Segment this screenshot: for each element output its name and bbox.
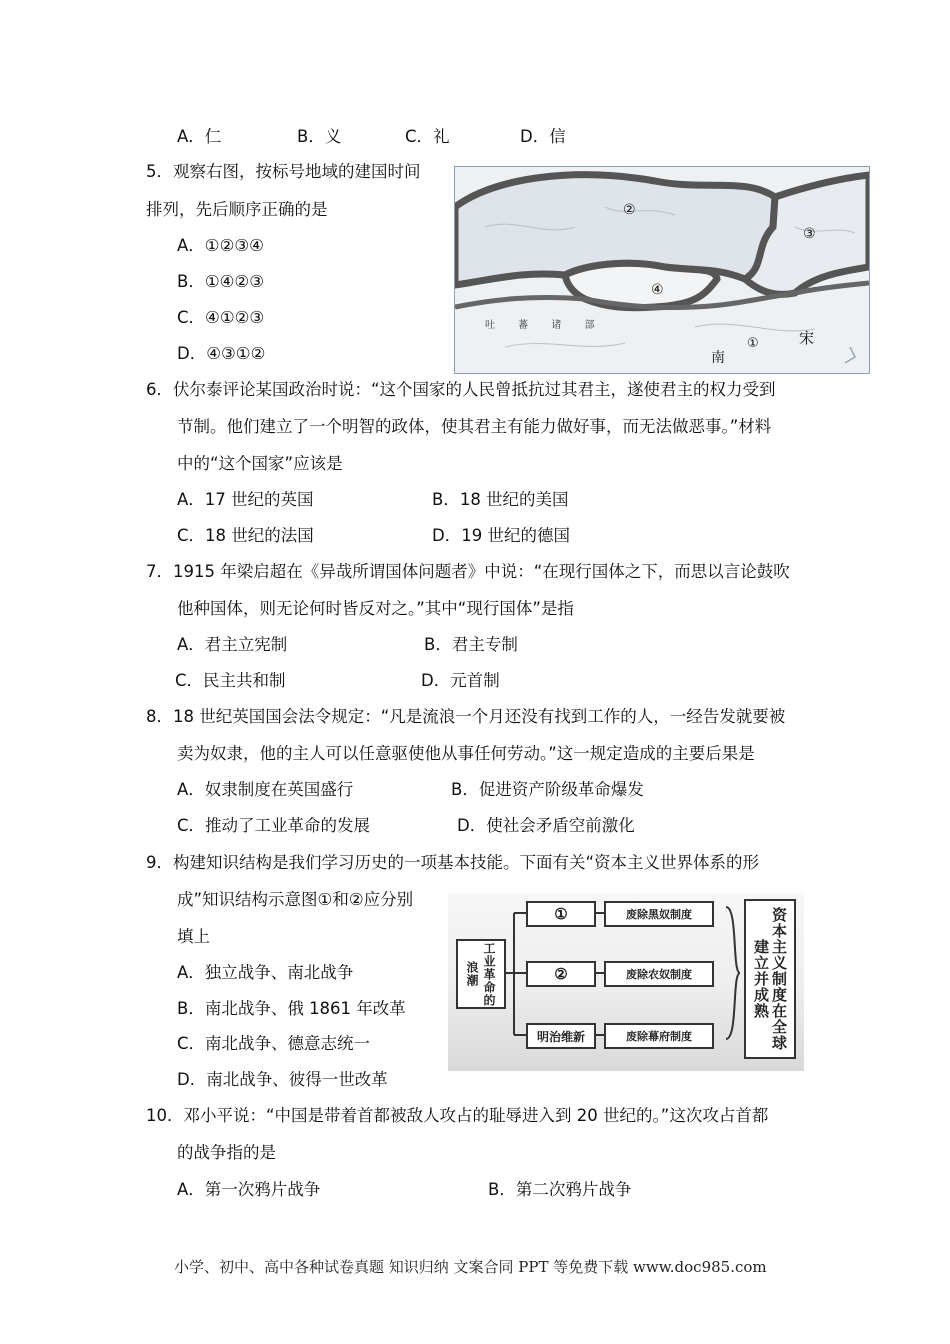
map-label-tibet: 吐 蕃 诸 部 <box>485 320 605 331</box>
q7-option-d: D．元首制 <box>421 671 500 690</box>
q6-option-c: C．18 世纪的法国 <box>177 526 314 545</box>
q9-option-d: D．南北战争、彼得一世改革 <box>177 1070 388 1089</box>
q10-option-b: B．第二次鸦片战争 <box>488 1180 632 1199</box>
q7-option-a: A．君主立宪制 <box>177 635 288 654</box>
diagram-abolish-shogunate: 废除幕府制度 <box>604 1023 714 1049</box>
map-label-4: ④ <box>651 282 664 298</box>
q6-line2: 节制。他们建立了一个明智的政体，使其君主有能力做好事，而无法做恶事。”材料 <box>177 417 772 436</box>
q5-option-d: D．④③①② <box>177 344 266 363</box>
map-label-1: ① <box>747 336 759 351</box>
q9-line2: 成”知识结构示意图①和②应分别 <box>177 890 414 909</box>
q9-line1: 9．构建知识结构是我们学习历史的一项基本技能。下面有关“资本主义世界体系的形 <box>146 853 760 872</box>
q6-option-a: A．17 世纪的英国 <box>177 490 314 509</box>
map-label-2: ② <box>623 202 636 218</box>
q7-option-b: B．君主专制 <box>424 635 518 654</box>
q8-option-c: C．推动了工业革命的发展 <box>177 816 371 835</box>
q4-option-a: A．仁 <box>177 127 222 146</box>
q10-line2: 的战争指的是 <box>177 1143 276 1162</box>
q9-option-c: C．南北战争、德意志统一 <box>177 1034 371 1053</box>
q10-line1: 10．邓小平说：“中国是带着首都被敌人攻占的耻辱进入到 20 世纪的。”这次攻占首都 <box>146 1106 769 1125</box>
q8-option-d: D．使社会矛盾空前激化 <box>457 816 635 835</box>
q8-line1: 8．18 世纪英国国会法令规定：“凡是流浪一个月还没有找到工作的人，一经告发就要被 <box>146 707 786 726</box>
q4-option-d: D．信 <box>520 127 566 146</box>
q6-option-d: D．19 世纪的德国 <box>432 526 570 545</box>
diagram-industrial-revolution: 工业革命的浪潮 <box>456 939 506 1009</box>
q8-option-b: B．促进资产阶级革命爆发 <box>451 780 644 799</box>
q9-option-b: B．南北战争、俄 1861 年改革 <box>177 999 406 1018</box>
diagram-abolish-slavery: 废除黑奴制度 <box>604 901 714 927</box>
q9-option-a: A．独立战争、南北战争 <box>177 963 354 982</box>
q4-option-c: C．礼 <box>405 127 450 146</box>
q8-option-a: A．奴隶制度在英国盛行 <box>177 780 354 799</box>
q4-option-b: B．义 <box>297 127 342 146</box>
q6-line1: 6．伏尔泰评论某国政治时说：“这个国家的人民曾抵抗过其君主，遂使君主的权力受到 <box>146 380 776 399</box>
diagram-abolish-serfdom: 废除农奴制度 <box>604 961 714 987</box>
q9-line3: 填上 <box>177 927 210 946</box>
q10-option-a: A．第一次鸦片战争 <box>177 1180 321 1199</box>
diagram-capitalism-result: 资本主义制度在全球建立并成熟 <box>744 899 796 1059</box>
q5-stem-line1: 5．观察右图，按标号地域的建国时间 <box>146 162 421 181</box>
q9-knowledge-diagram <box>448 893 804 1071</box>
q5-option-c: C．④①②③ <box>177 308 265 327</box>
q5-stem-line2: 排列，先后顺序正确的是 <box>146 200 328 219</box>
q7-option-c: C．民主共和制 <box>175 671 286 690</box>
q7-line2: 他种国体，则无论何时皆反对之。”其中“现行国体”是指 <box>177 599 574 618</box>
diagram-box-2: ② <box>526 961 596 987</box>
map-label-nan: 南 <box>711 350 725 366</box>
page-footer: 小学、初中、高中各种试卷真题 知识归纳 文案合同 PPT 等免费下载 www.doc985.com <box>174 1258 767 1276</box>
q6-line3: 中的“这个国家”应该是 <box>177 454 343 473</box>
diagram-box-1: ① <box>526 901 596 927</box>
q8-line2: 卖为奴隶，他的主人可以任意驱使他从事任何劳动。”这一规定造成的主要后果是 <box>177 744 755 763</box>
diagram-box-meiji: 明治维新 <box>526 1023 596 1049</box>
q6-option-b: B．18 世纪的美国 <box>432 490 569 509</box>
q7-line1: 7．1915 年梁启超在《异哉所谓国体问题者》中说：“在现行国体之下，而思以言论鼓吹 <box>146 562 790 581</box>
q5-historical-map <box>454 166 870 374</box>
q5-option-b: B．①④②③ <box>177 272 264 291</box>
map-label-3: ③ <box>803 226 816 242</box>
map-label-song: 宋 <box>799 329 815 347</box>
q5-option-a: A．①②③④ <box>177 236 264 255</box>
